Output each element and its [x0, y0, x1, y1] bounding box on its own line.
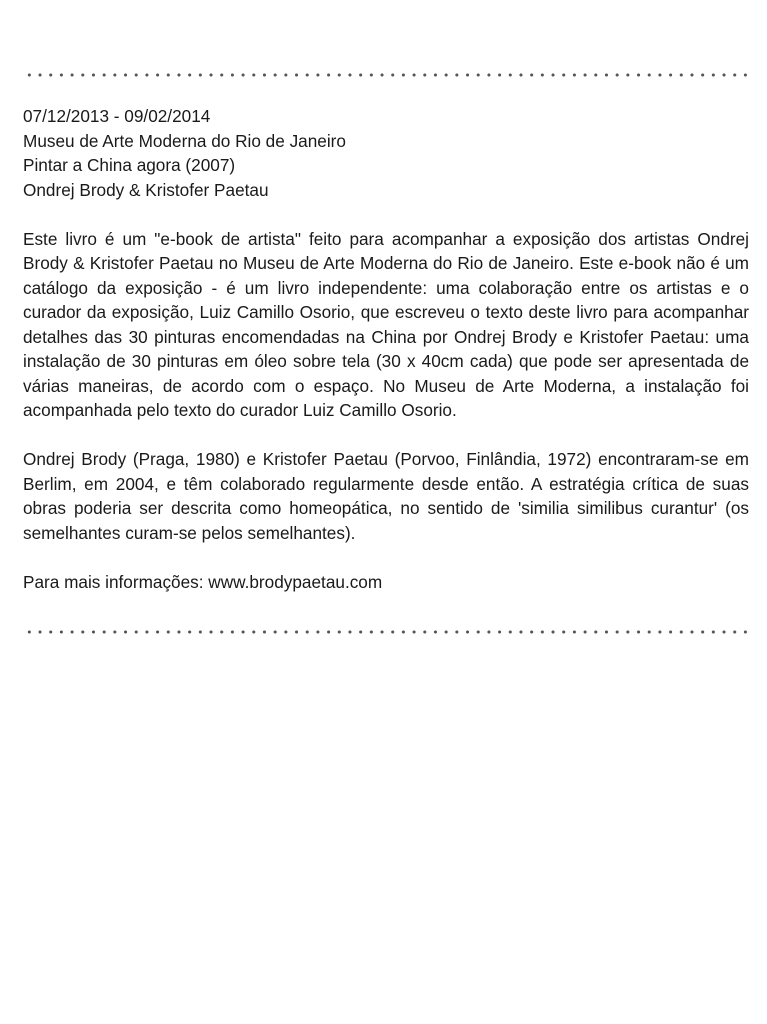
description-paragraph: Este livro é um "e-book de artista" feito para acompanhar a exposição dos artistas Ondrej Brody & Kristofer Paetau no Museu de Arte Moderna do Rio de Janeiro. Este e-book não é um catálogo da exposição - é um livro independente: uma colaboração entre os artistas e o curador da exposição, Luiz Camillo Osorio, que escreveu o texto deste livro para acompanhar detalhes das 30 pinturas encomendadas na China por Ondrej Brody e Kristofer Paetau: uma instalação de 30 pinturas em óleo sobre tela (30 x 40cm cada) que pode ser apresentada de várias maneiras, de acordo com o espaço. No Museu de Arte Moderna, a instalação foi acompanhada pelo texto do curador Luiz Camillo Osorio. — [23, 228, 749, 420]
artists-names: Ondrej Brody & Kristofer Paetau — [23, 179, 269, 200]
dotted-divider-bottom — [24, 630, 749, 634]
more-info-line: Para mais informações: www.brodypaetau.com — [23, 571, 383, 592]
page-content — [23, 104, 749, 594]
exhibition-dates: 07/12/2013 - 09/02/2014 — [23, 106, 211, 126]
exhibition-venue: Museu de Arte Moderna do Rio de Janeiro — [23, 130, 346, 151]
exhibition-details — [23, 104, 749, 202]
artists-bio-paragraph: Ondrej Brody (Praga, 1980) e Kristofer Paetau (Porvoo, Finlândia, 1972) encontraram-se em Berlim, em 2004, e têm colaborado regularmente desde então. A estratégia crítica de suas obras poderia ser descrita como homeopática, no sentido de 'similia similibus curantur' (os semelhantes curam-se pelos semelhantes). — [23, 449, 749, 543]
work-title: Pintar a China agora (2007) — [23, 155, 236, 175]
dotted-divider-top — [24, 73, 749, 77]
